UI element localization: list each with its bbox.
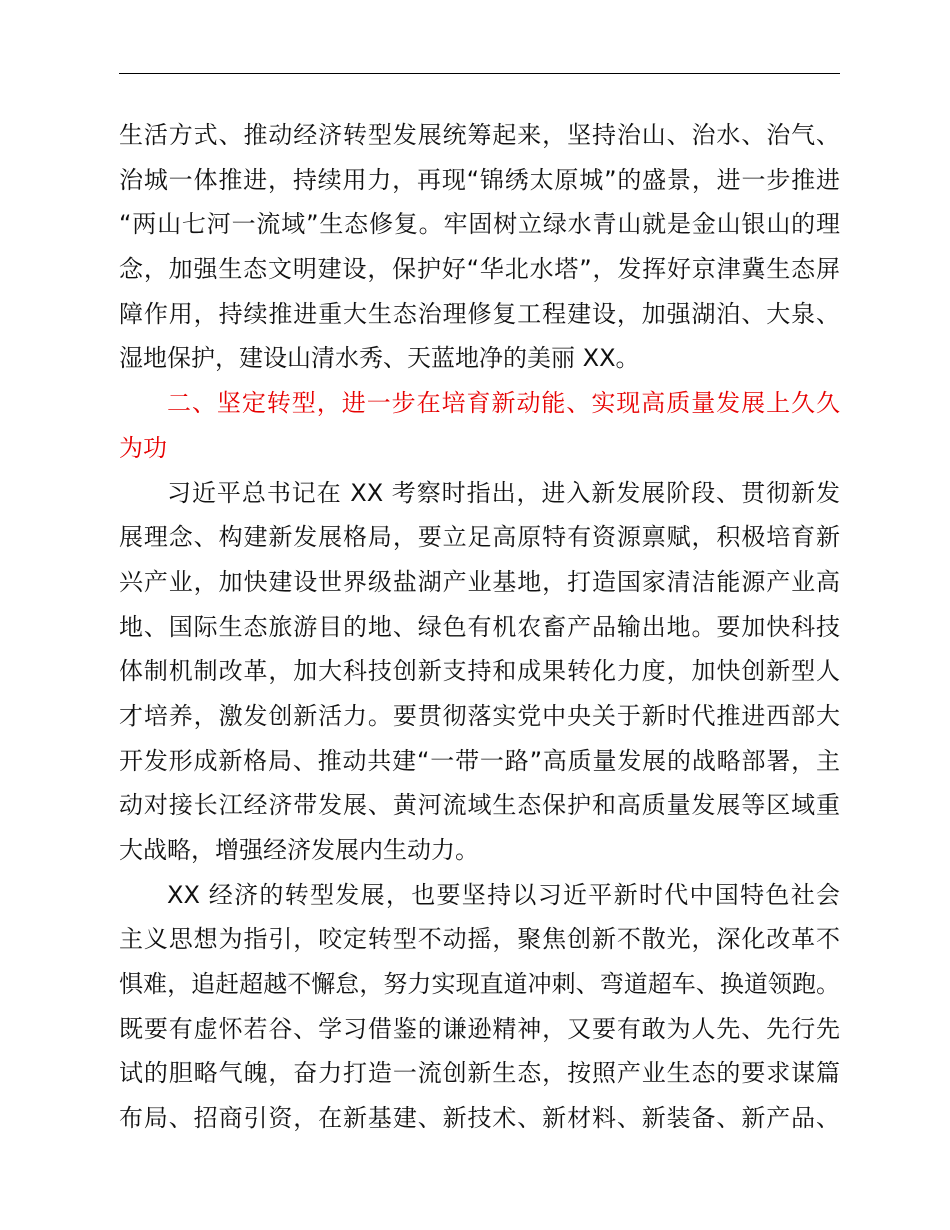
heading-line: 二、坚定转型，进一步在培育新动能、实现高质量发展上久久 bbox=[167, 389, 840, 418]
text-line: 兴产业，加快建设世界级盐湖产业基地，打造国家清洁能源产业高 bbox=[119, 567, 840, 596]
paragraph-transformation bbox=[119, 873, 840, 1141]
text-line: “两山七河一流域”生态修复。牢固树立绿水青山就是金山银山的理 bbox=[119, 210, 840, 239]
section-heading bbox=[119, 381, 840, 470]
text-line: 布局、招商引资，在新基建、新技术、新材料、新装备、新产品、 bbox=[119, 1104, 840, 1133]
text-line: XX 经济的转型发展，也要坚持以习近平新时代中国特色社会 bbox=[167, 880, 840, 909]
document-body bbox=[119, 113, 840, 1141]
text-line: 展理念、构建新发展格局，要立足高原特有资源禀赋，积极培育新 bbox=[119, 523, 840, 552]
paragraph-inspection bbox=[119, 471, 840, 873]
text-line: 湿地保护，建设山清水秀、天蓝地净的美丽 XX。 bbox=[119, 344, 640, 373]
text-line: 大战略，增强经济发展内生动力。 bbox=[119, 836, 479, 864]
heading-line: 为功 bbox=[119, 433, 167, 462]
text-line: 障作用，持续推进重大生态治理修复工程建设，加强湖泊、大泉、 bbox=[119, 299, 840, 328]
text-line: 开发形成新格局、推动共建“一带一路”高质量发展的战略部署，主 bbox=[119, 746, 840, 775]
header-rule bbox=[119, 73, 840, 74]
paragraph-environment bbox=[119, 113, 840, 381]
text-line: 主义思想为指引，咬定转型不动摇，聚焦创新不散光，深化改革不 bbox=[119, 925, 840, 954]
text-line: 惧难，追赶超越不懈怠，努力实现直道冲刺、弯道超车、换道领跑。 bbox=[119, 970, 840, 999]
text-line: 生活方式、推动经济转型发展统筹起来，坚持治山、治水、治气、 bbox=[119, 121, 840, 149]
text-line: 习近平总书记在 XX 考察时指出，进入新发展阶段、贯彻新发 bbox=[167, 478, 840, 507]
text-line: 治城一体推进，持续用力，再现“锦绣太原城”的盛景，进一步推进 bbox=[119, 165, 840, 194]
text-line: 既要有虚怀若谷、学习借鉴的谦逊精神，又要有敢为人先、先行先 bbox=[119, 1014, 840, 1043]
text-line: 才培养，激发创新活力。要贯彻落实党中央关于新时代推进西部大 bbox=[119, 701, 840, 730]
text-line: 动对接长江经济带发展、黄河流域生态保护和高质量发展等区域重 bbox=[119, 791, 840, 820]
text-line: 地、国际生态旅游目的地、绿色有机农畜产品输出地。要加快科技 bbox=[119, 612, 840, 641]
text-line: 体制机制改革，加大科技创新支持和成果转化力度，加快创新型人 bbox=[119, 657, 840, 686]
text-line: 试的胆略气魄，奋力打造一流创新生态，按照产业生态的要求谋篇 bbox=[119, 1059, 840, 1088]
text-line: 念，加强生态文明建设，保护好“华北水塔”，发挥好京津冀生态屏 bbox=[119, 255, 840, 284]
